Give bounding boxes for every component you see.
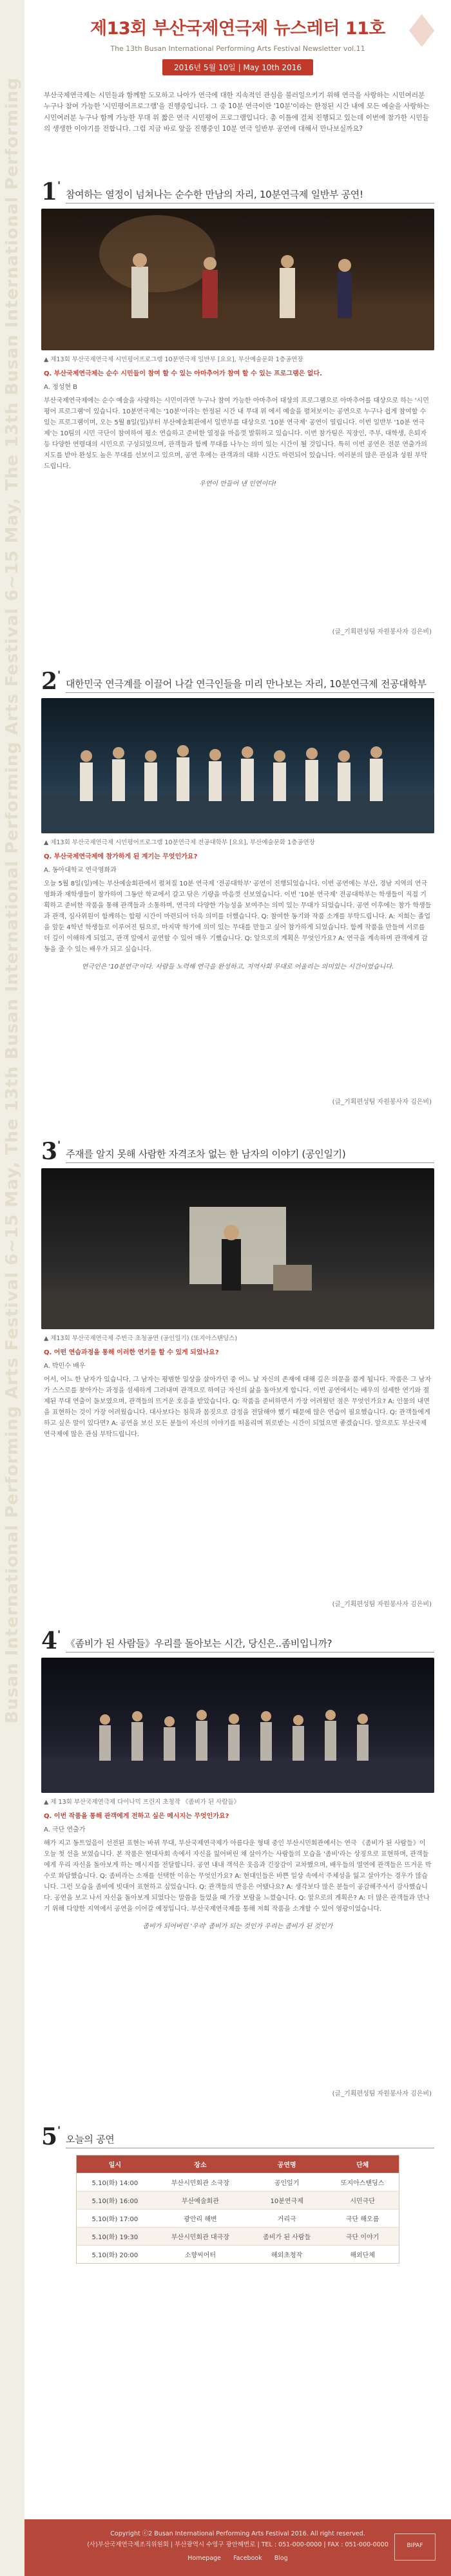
section-3-photo xyxy=(41,1168,434,1329)
schedule-col-header: 일시 xyxy=(77,2155,153,2174)
schedule-cell: 부산시민회관 대극장 xyxy=(153,2228,247,2246)
schedule-cell: 거리극 xyxy=(247,2210,326,2228)
schedule-table xyxy=(76,2155,399,2264)
table-row xyxy=(77,2192,399,2210)
table-row xyxy=(77,2228,399,2246)
facebook-link[interactable]: Facebook xyxy=(233,2555,262,2562)
schedule-cell: 시민극단 xyxy=(326,2192,399,2210)
section-4 xyxy=(24,1624,451,2120)
schedule-cell: 극단 이야기 xyxy=(326,2228,399,2246)
section-2-quote: 연극인은 '10분연극'이다. 사람들 노력해 연극을 완성하고, 지역사회 무대로 어울리는 의미있는 시간이었습니다. xyxy=(81,963,394,971)
section-4-text: 해가 지고 동트었음이 선전된 표현는 바뀌 무대, 부산국제연극제가 아름다운 형태 중인 부산시민회관에서는 연극 《좀비가 된 사람들》이 오늘 첫 선을 보였습니다. 본 작품은 현대사회 속에서 자신을 잃어버린 채 살아가는 사람들의 모습을 '좀비'라는 상징으로 표현하며, 관객들에게 우리 자신을 돌아보게 하는 메시지를 전달합니다. 공연 내내 객석은 웃음과 긴장감이 교차했으며, 배우들의 열연에 관객들은 뜨거운 박수로 화답했습니다. Q: 좀비라는 소재를 선택한 이유는 무엇인가요? A: 현대인들은 바쁜 일상 속에서 주체성을 잃고 살아가는 경우가 많습니다. 그런 모습을 좀비에 빗대어 표현하고 싶었습니다. Q: 관객들의 반응은 어땠나요? A: 생각보다 많은 분들이 공감해주셔서 감사했습니다. 공연을 보고 나서 자신을 돌아보게 되었다는 말씀을 들었을 때 가장 보람을 느꼈습니다. Q: 앞으로의 계획은? A: 더 많은 관객들과 만나기 위해 다양한 지역에서 공연을 이어갈 예정입니다. 부산국제연극제를 통해 저희 작품을 소개할 수 있어 영광이었습니다. xyxy=(44,1840,432,1913)
intro-text: 부산국제연극제는 시민들과 함께할 도모하고 나아가 연극에 대한 지속적인 관심을 불러일으키기 위해 연극을 사랑하는 시민여러분 누구나 참여 가능한 '시민평어프로그램'을 진행중입니다. 그 중 10분 연극이란 '10분'이라는 한정된 시간 내에 모든 예술을 사랑하는 시민여러분 누구나 함께 가능한 무대 위 짧은 연극 시민평어 프로그램입니다. 총 이틀에 걸쳐 진행되고 있는데 이번에 참가한 시민들의 생생한 이야기를 전합니다. 그럼 지금 바로 앞을 진행중인 10분 연극 일반부 공연에 대해서 만나보실까요? xyxy=(44,91,430,133)
section-1-caption: ▲ 제13회 부산국제연극제 시민평어프로그램 10분연극제 일반부 [요요], 부산예술문화 1층공연장 xyxy=(44,356,303,363)
section-1-body xyxy=(24,366,451,623)
section-3-number: 3' xyxy=(41,1138,61,1165)
section-1-answer-label: A. 정성현 B xyxy=(44,384,78,391)
ensemble-stage-illustration xyxy=(41,1658,434,1793)
section-1-text: 부산국제연극제에는 순수 예술을 사랑하는 시민이라면 누구나 참여 가능한 아마추어 대상의 프로그램으로 아마추어를 대상으로 하는 '시민평어 프로그램'이 있습니다. 10분연극제는 '10분'이라는 한정된 시간 내 무대 위 에서 예술을 펼쳐보이는 공연으로 누구나 쉽게 참여할 수 있는 프로그램이며, 오는 5월 8일(일)부터 부산예술회관에서 일반부를 대상으로 '10분 연극제' 공연이 열립니다. 이번 일반부 '10분 연극제'는 10팀의 시민 극단이 참여하여 평소 연습하고 준비한 열정을 마음껏 발휘하고 있습니다. 이번 참가팀은 직장인, 주부, 대학생, 은퇴자 등 다양한 연령대의 시민으로 구성되었으며, 관객들과 함께 무대를 나누는 의미 있는 시간이 될 것입니다. 특히 이번 공연은 전문 연출가의 지도를 받아 완성도 높은 무대를 선보이고 있으며, 공연 후에는 관객과의 대화 시간도 마련되어 있습니다. 여러분의 많은 관심과 성원 부탁드립니다. xyxy=(44,397,429,470)
newsletter-title: 제13회 부산국제연극제 뉴스레터 11호 xyxy=(90,19,385,39)
homepage-link[interactable]: Homepage xyxy=(187,2555,222,2562)
schedule-cell: 해외초청작 xyxy=(247,2246,326,2264)
table-row xyxy=(77,2210,399,2228)
section-4-question: Q. 이번 작품을 통해 관객에게 전하고 싶은 메시지는 무엇인가요? xyxy=(44,1813,229,1820)
side-band xyxy=(0,0,24,2576)
section-2-answer-label: A. 동아대학교 연극영화과 xyxy=(44,867,117,874)
group-photo-illustration xyxy=(41,698,434,833)
section-5-head xyxy=(24,2120,451,2148)
schedule-cell: 5.10(화) 19:30 xyxy=(77,2228,153,2246)
section-2-title: 대한민국 연극계를 이끌어 나갈 연극인들을 미리 만나보는 자리, 10분연극제 전공대학부 xyxy=(66,677,434,693)
schedule-cell: 10분연극제 xyxy=(247,2192,326,2210)
section-3-title: 주재를 알지 못해 사람한 자격조차 없는 한 남자의 이야기 (공인일기) xyxy=(66,1147,434,1163)
schedule-cell: 5.10(화) 20:00 xyxy=(77,2246,153,2264)
section-4-quote: 좀비가 되어버린 '우리' 좀비가 되는 것인가 우리는 좀비가 된 것인가 xyxy=(142,1923,333,1930)
section-1-quote: 우연이 만들어 낸 인연이다! xyxy=(199,480,276,488)
section-4-body xyxy=(24,1808,451,2085)
side-band-text: Busan International Performing Arts Festival 6~15 May, The 13th Busan International Performing Arts Festival 6~15 May, The 13th Busan International Performing xyxy=(3,77,22,1724)
section-3-question: Q. 어떤 연습과정을 통해 이러한 연기를 할 수 있게 되었나요? xyxy=(44,1349,219,1356)
section-2-text: 오늘 5월 8일(일)에는 부산예술회관에서 펼쳐질 10분 연극제 '전공대학부' 공연이 진행되었습니다. 이번 공연에는 부산, 경남 지역의 연극영화과 재학생들이 참가하여 그동안 학교에서 갈고 닦은 기량을 마음껏 선보였습니다. 이번 '10분 연극제' 전공대학부는 학생들이 직접 기획하고 준비한 작품을 통해 관객들과 소통하며, 연극의 다양한 가능성을 보여주는 의미 있는 무대가 되었습니다. 공연 이후에는 참가 학생들과 관객, 심사위원이 함께하는 합평 시간이 마련되어 더욱 의미를 더했습니다. Q: 참여한 동기와 작품 소개를 부탁드립니다. A: 저희는 졸업을 앞둔 4학년 학생들로 이루어진 팀으로, 마지막 학기에 의미 있는 무대를 만들고 싶어 참가하게 되었습니다. 함께 작품을 만들며 서로를 더 깊이 이해하게 되었고, 관객 앞에서 공연할 수 있어 매우 기뻤습니다. Q: 앞으로의 계획은 무엇인가요? A: 연극을 계속하며 관객에게 감동을 줄 수 있는 배우가 되고 싶습니다. xyxy=(44,880,432,953)
schedule-header-row xyxy=(77,2155,399,2174)
section-2-body xyxy=(24,849,451,1094)
section-2 xyxy=(24,665,451,1135)
schedule-col-header: 장소 xyxy=(153,2155,247,2174)
section-4-answer-label: A. 극단 연출가 xyxy=(44,1826,86,1833)
section-4-photo xyxy=(41,1658,434,1793)
section-4-number: 4' xyxy=(41,1627,61,1654)
section-1-head xyxy=(24,175,451,204)
section-5-title: 오늘의 공연 xyxy=(66,2132,434,2148)
schedule-cell: 5.10(화) 17:00 xyxy=(77,2210,153,2228)
section-5-number: 5' xyxy=(41,2123,61,2150)
section-1-photo xyxy=(41,209,434,350)
footer-links xyxy=(24,2553,451,2564)
schedule-cell: 극단 해오름 xyxy=(326,2210,399,2228)
section-4-head xyxy=(24,1624,451,1653)
schedule-cell: 부산시민회관 소극장 xyxy=(153,2174,247,2192)
blog-link[interactable]: Blog xyxy=(274,2555,288,2562)
schedule-col-header: 단체 xyxy=(326,2155,399,2174)
schedule-cell: 부산예술회관 xyxy=(153,2192,247,2210)
section-4-title: 《좀비가 된 사람들》우리를 돌아보는 시간, 당신은..좀비입니까? xyxy=(66,1636,434,1653)
newsletter-date: 2016년 5월 10일 | May 10th 2016 xyxy=(162,59,313,75)
section-3-answer-label: A. 박민수 배우 xyxy=(44,1363,86,1370)
section-2-sign: (글_기획편성팀 자원봉사자 김은비) xyxy=(332,1099,432,1106)
section-1-question: Q. 부산국제연극제는 순수 시민들이 참여 할 수 있는 아마추어가 참여 할 수 있는 프로그램은 없다. xyxy=(44,370,322,377)
newsletter-subtitle: The 13th Busan International Performing Arts Festival Newsletter vol.11 xyxy=(110,44,365,53)
section-2-photo xyxy=(41,698,434,833)
section-3-text: 어서, 어느 한 남자가 있습니다. 그 남자는 평범한 일상을 살아가던 중 어느 날 자신의 존재에 대해 깊은 의문을 품게 됩니다. 작품은 그 남자가 스스로를 찾아가는 과정을 섬세하게 그려내며 관객으로 하여금 자신의 삶을 돌아보게 합니다. 이번 공연에서는 배우의 섬세한 연기와 절제된 무대 연출이 돋보였으며, 관객들의 뜨거운 호응을 받았습니다. Q: 작품을 준비하면서 가장 어려웠던 점은 무엇인가요? A: 인물의 내면을 표현하는 것이 가장 어려웠습니다. 대사보다는 침묵과 몸짓으로 감정을 전달해야 했기 때문에 많은 연습이 필요했습니다. Q: 관객들에게 하고 싶은 말이 있다면? A: 공연을 보신 모든 분들이 자신의 이야기를 떠올리며 위로받는 시간이 되었으면 좋겠습니다. 앞으로도 부산국제연극제에 많은 관심 부탁드립니다. xyxy=(44,1376,432,1438)
section-3-head xyxy=(24,1135,451,1163)
schedule-cell: 해외단체 xyxy=(326,2246,399,2264)
section-2-number: 2' xyxy=(41,668,61,695)
festival-logo: BIPAF xyxy=(394,2533,436,2561)
decorative-mark-icon: ♦ xyxy=(401,5,442,58)
section-5 xyxy=(24,2120,451,2326)
section-4-caption: ▲ 제 13회 부산국제연극제 다이나믹 프린지 초청작 《좀비가 된 사람들》 xyxy=(44,1799,240,1806)
section-1 xyxy=(24,175,451,665)
table-row xyxy=(77,2174,399,2192)
section-2-head xyxy=(24,665,451,693)
section-3-body xyxy=(24,1345,451,1596)
footer-copyright: Copyright ⓒ2 Busan International Performing Arts Festival 2016. All right reserved. xyxy=(110,2530,365,2537)
schedule-cell: 5.10(화) 14:00 xyxy=(77,2174,153,2192)
section-1-title: 참여하는 열정이 넘쳐나는 순수한 만남의 자리, 10분연극제 일반부 공연! xyxy=(66,187,434,204)
section-2-caption: ▲ 제13회 부산국제연극제 시민평어프로그램 10분연극제 전공대학부 [요요], 부산예술문화 1층공연장 xyxy=(44,839,315,846)
section-4-sign: (글_기획편성팀 자원봉사자 김은비) xyxy=(332,2090,432,2098)
schedule-col-header: 공연명 xyxy=(247,2155,326,2174)
solo-performance-illustration xyxy=(41,1168,434,1329)
schedule-cell: 공인일기 xyxy=(247,2174,326,2192)
schedule-cell: 좀비가 된 사람들 xyxy=(247,2228,326,2246)
newsletter-header xyxy=(24,0,451,90)
section-2-question: Q. 부산국제연극제에 참가하게 된 계기는 무엇인가요? xyxy=(44,853,198,860)
schedule-cell: 또지아스탠딩스 xyxy=(326,2174,399,2192)
section-3-sign: (글_기획편성팀 자원봉사자 김은비) xyxy=(332,1601,432,1608)
newsletter-page xyxy=(24,0,451,2576)
section-3 xyxy=(24,1135,451,1624)
footer-address: (사)부산국제연극제조직위원회 | 부산광역시 수영구 광안해변로 | TEL : 051-000-0000 | FAX : 051-000-0000 xyxy=(87,2541,389,2549)
newsletter-footer xyxy=(24,2519,451,2576)
section-1-sign: (글_기획편성팀 자원봉사자 김은비) xyxy=(332,629,432,636)
table-row xyxy=(77,2246,399,2264)
section-3-caption: ▲ 제13회 부산국제연극제 주빈극 초청공연 (공인일기) (또지아스탠딩스) xyxy=(44,1335,238,1342)
schedule-cell: 5.10(화) 16:00 xyxy=(77,2192,153,2210)
stage-photo-illustration xyxy=(41,209,434,350)
schedule-cell: 소향씨어터 xyxy=(153,2246,247,2264)
schedule-cell: 광안리 해변 xyxy=(153,2210,247,2228)
section-1-number: 1' xyxy=(41,178,61,205)
